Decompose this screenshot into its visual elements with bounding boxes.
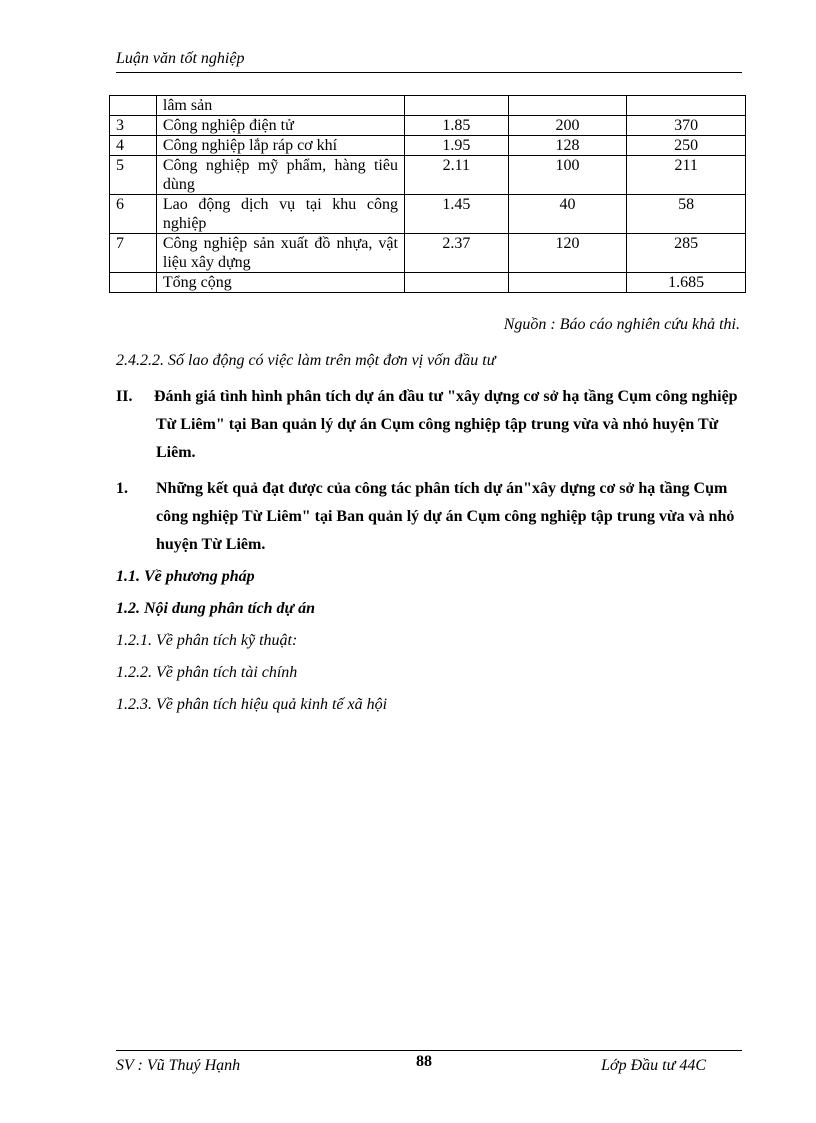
labor-table (109, 95, 746, 293)
row-number-cell: 7 (110, 234, 157, 273)
row-name-cell: Tổng cộng (156, 273, 404, 293)
row-name-cell: Công nghiệp điện tử (156, 116, 404, 136)
table-row (110, 195, 746, 234)
page-header (116, 50, 742, 73)
row-quantity-cell (508, 96, 627, 116)
row-quantity-cell: 120 (508, 234, 627, 273)
subsection-1-2-1: 1.2.1. Về phân tích kỹ thuật: (116, 632, 298, 649)
row-total-cell: 250 (627, 136, 746, 156)
row-coefficient-cell: 2.11 (404, 156, 508, 195)
section-II-heading (116, 383, 746, 467)
section-II-text: Đánh giá tình hình phân tích dự án đầu tư "xây dựng cơ sở hạ tầng Cụm công nghiệp Từ Liêm" tại Ban quản lý dự án Cụm công nghiệp tập trung vừa và nhỏ huyện Từ Liêm. (154, 388, 738, 461)
table-row (110, 136, 746, 156)
row-coefficient-cell: 1.85 (404, 116, 508, 136)
section-1-text: Những kết quả đạt được của công tác phân tích dự án"xây dựng cơ sở hạ tầng Cụm công nghiệp Từ Liêm" tại Ban quản lý dự án Cụm công nghiệp tập trung vừa và nhỏ huyện Từ Liêm. (156, 480, 735, 553)
footer-class: Lớp Đầu tư 44C (601, 1057, 706, 1074)
row-name-cell: Công nghiệp sản xuất đồ nhựa, vật liệu xây dựng (156, 234, 404, 273)
footer-page-number: 88 (416, 1053, 432, 1070)
row-number-cell: 3 (110, 116, 157, 136)
table-row (110, 156, 746, 195)
section-1-number: 1. (116, 480, 128, 497)
table-row (110, 116, 746, 136)
row-coefficient-cell: 1.45 (404, 195, 508, 234)
row-total-cell: 58 (627, 195, 746, 234)
row-quantity-cell: 200 (508, 116, 627, 136)
row-name-cell: Công nghiệp lắp ráp cơ khí (156, 136, 404, 156)
row-coefficient-cell: 2.37 (404, 234, 508, 273)
row-total-cell: 211 (627, 156, 746, 195)
row-quantity-cell: 40 (508, 195, 627, 234)
subsection-1-1: 1.1. Về phương pháp (116, 568, 255, 585)
table-row (110, 234, 746, 273)
header-title: Luận văn tốt nghiệp (116, 50, 245, 67)
table-row (110, 273, 746, 293)
row-number-cell: 4 (110, 136, 157, 156)
section-2-4-2-2: 2.4.2.2. Số lao động có việc làm trên một đơn vị vốn đầu tư (116, 352, 496, 369)
section-II-number: II. (116, 388, 133, 405)
subsection-1-2: 1.2. Nội dung phân tích dự án (116, 600, 315, 617)
section-1-heading (116, 475, 746, 559)
row-total-cell: 370 (627, 116, 746, 136)
row-quantity-cell: 100 (508, 156, 627, 195)
row-coefficient-cell: 1.95 (404, 136, 508, 156)
row-total-cell: 285 (627, 234, 746, 273)
row-name-cell: Công nghiệp mỹ phẩm, hàng tiêu dùng (156, 156, 404, 195)
row-name-cell: lâm sản (156, 96, 404, 116)
subsection-1-2-3: 1.2.3. Về phân tích hiệu quả kinh tế xã hội (116, 696, 388, 713)
row-coefficient-cell (404, 96, 508, 116)
table-row (110, 96, 746, 116)
row-number-cell: 6 (110, 195, 157, 234)
row-name-cell: Lao động dịch vụ tại khu công nghiệp (156, 195, 404, 234)
row-number-cell (110, 273, 157, 293)
page-footer (116, 1050, 742, 1074)
subsection-1-2-2: 1.2.2. Về phân tích tài chính (116, 664, 298, 681)
row-number-cell: 5 (110, 156, 157, 195)
row-coefficient-cell (404, 273, 508, 293)
row-total-cell (627, 96, 746, 116)
row-total-cell: 1.685 (627, 273, 746, 293)
footer-student: SV : Vũ Thuý Hạnh (116, 1057, 241, 1074)
row-number-cell (110, 96, 157, 116)
row-quantity-cell (508, 273, 627, 293)
row-quantity-cell: 128 (508, 136, 627, 156)
table-source: Nguồn : Báo cáo nghiên cứu khả thi. (503, 316, 740, 333)
